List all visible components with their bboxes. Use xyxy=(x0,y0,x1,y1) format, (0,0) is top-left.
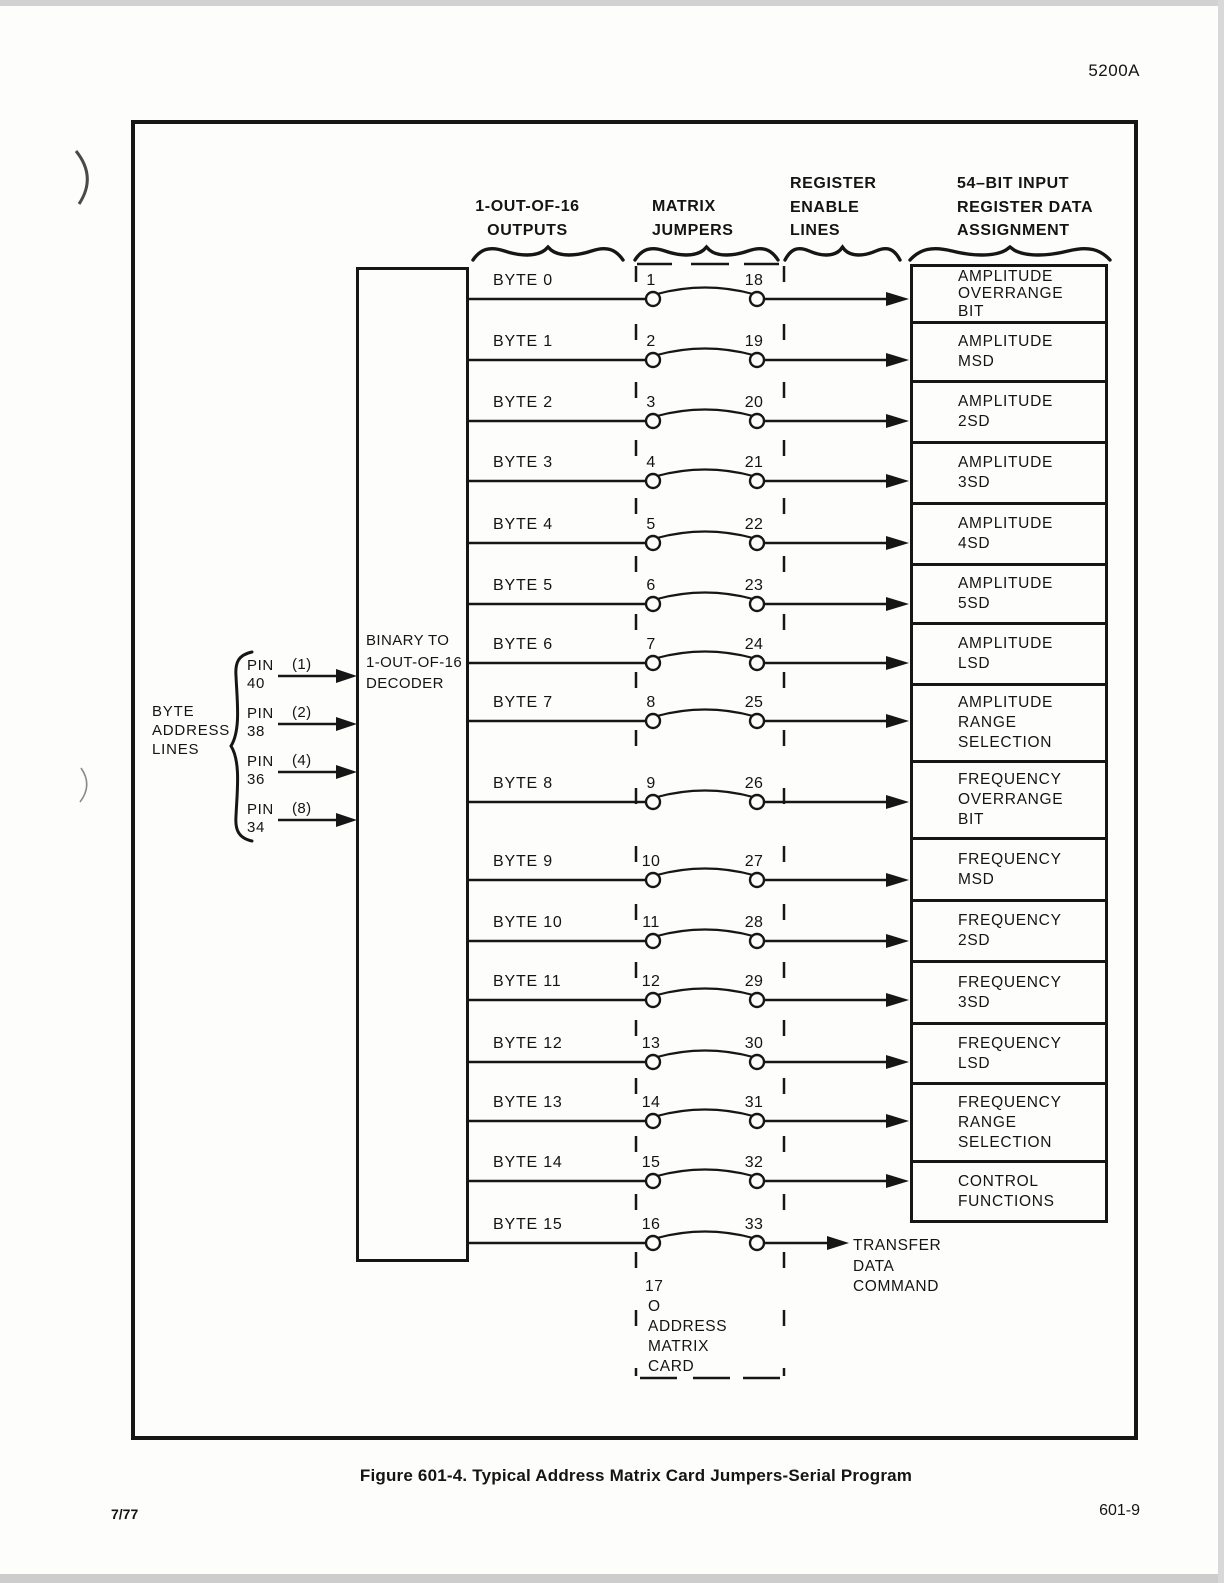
register-line: SELECTION xyxy=(958,1133,1053,1151)
pin-bit-weight: (8) xyxy=(292,800,312,817)
header-line: ASSIGNMENT xyxy=(957,222,1070,239)
column-header-jumpers xyxy=(652,195,734,242)
jumper-pin-right: 22 xyxy=(744,516,764,533)
label-line: TRANSFER xyxy=(853,1237,942,1254)
register-line: AMPLITUDE xyxy=(958,694,1054,711)
register-line: LSD xyxy=(958,1054,991,1072)
label-line: ADDRESS xyxy=(648,1318,728,1335)
header-line: MATRIX xyxy=(652,198,716,215)
pin-number: 40 xyxy=(247,675,265,692)
jumper-pin-right: 29 xyxy=(744,973,764,990)
card-pin-17-circle: O xyxy=(648,1298,661,1315)
register-cell xyxy=(913,267,1105,321)
register-line: 3SD xyxy=(958,474,991,491)
jumper-pin-left: 13 xyxy=(641,1035,661,1052)
jumper-pin-left: 11 xyxy=(642,914,660,931)
decoder-box xyxy=(356,267,469,1262)
register-line: SELECTION xyxy=(958,734,1053,751)
jumper-pin-right: 24 xyxy=(744,636,764,653)
register-cell xyxy=(913,686,1105,760)
pin-number: 38 xyxy=(247,723,265,740)
register-line: 2SD xyxy=(958,932,991,949)
page-footer-date: 7/77 xyxy=(111,1506,139,1522)
register-line: MSD xyxy=(958,870,995,888)
register-cell xyxy=(913,1085,1105,1160)
byte-output-label: BYTE 8 xyxy=(493,775,553,792)
register-line: RANGE xyxy=(958,714,1017,731)
jumper-pin-left: 14 xyxy=(641,1094,661,1111)
register-line: FREQUENCY xyxy=(958,973,1062,991)
register-line: 5SD xyxy=(958,595,991,612)
jumper-pin-left: 4 xyxy=(646,454,656,471)
jumper-pin-right: 30 xyxy=(744,1035,764,1052)
pin-arrows xyxy=(278,669,357,827)
label-line: CARD xyxy=(648,1358,695,1375)
register-line: FREQUENCY xyxy=(958,771,1062,788)
matrix-card-dashed-outline xyxy=(636,264,784,1378)
label-line: BYTE xyxy=(152,703,195,720)
jumper-pin-right: 23 xyxy=(744,577,764,594)
pin-label: PIN xyxy=(247,753,274,770)
register-line: 2SD xyxy=(958,413,991,430)
register-line: RANGE xyxy=(958,1113,1017,1131)
byte-output-label: BYTE 1 xyxy=(493,333,553,350)
header-line: REGISTER DATA xyxy=(957,198,1094,216)
jumper-pin-left: 9 xyxy=(646,775,656,792)
jumper-pin-right: 18 xyxy=(744,272,764,289)
byte-output-label: BYTE 4 xyxy=(493,516,553,533)
jumper-pin-left: 12 xyxy=(641,973,661,990)
register-cell xyxy=(913,1025,1105,1082)
header-line: REGISTER xyxy=(790,175,877,192)
pin-label: PIN xyxy=(247,705,274,722)
jumper-pin-right: 25 xyxy=(744,694,764,711)
register-line: FUNCTIONS xyxy=(958,1192,1055,1210)
jumper-pin-right: 28 xyxy=(744,914,764,931)
register-cell xyxy=(913,840,1105,899)
register-cell xyxy=(913,324,1105,380)
byte-output-label: BYTE 15 xyxy=(493,1216,563,1233)
jumper-pin-left: 5 xyxy=(646,516,656,533)
jumper-pin-left: 6 xyxy=(646,577,656,594)
register-line: MSD xyxy=(958,353,995,370)
register-cell xyxy=(913,625,1105,683)
pin-label: PIN xyxy=(247,657,274,674)
card-pin-17: 17 xyxy=(645,1278,664,1295)
label-line: DECODER xyxy=(366,675,444,692)
register-line: LSD xyxy=(958,655,991,672)
header-line: JUMPERS xyxy=(652,221,734,239)
byte-output-label: BYTE 13 xyxy=(493,1094,563,1111)
register-line: AMPLITUDE xyxy=(958,333,1054,350)
jumper-pin-right: 20 xyxy=(744,394,764,411)
byte-output-label: BYTE 6 xyxy=(493,636,553,653)
register-line: AMPLITUDE xyxy=(958,635,1054,652)
byte-output-label: BYTE 12 xyxy=(493,1035,563,1052)
header-line: 54–BIT INPUT xyxy=(957,175,1070,192)
byte-output-label: BYTE 0 xyxy=(493,272,553,289)
jumper-pin-right: 26 xyxy=(744,775,764,792)
byte-output-label: BYTE 5 xyxy=(493,577,553,594)
register-line: AMPLITUDE xyxy=(958,393,1054,410)
byte-output-label: BYTE 2 xyxy=(493,394,553,411)
register-line: FREQUENCY xyxy=(958,1093,1062,1111)
pin-bit-weight: (2) xyxy=(292,704,312,721)
register-assignment-table xyxy=(910,264,1108,1223)
label-line: MATRIX xyxy=(648,1338,710,1355)
address-matrix-card-label xyxy=(645,1277,727,1377)
byte-output-label: BYTE 9 xyxy=(493,853,553,870)
pin-label: PIN xyxy=(247,801,274,818)
jumper-pin-left: 8 xyxy=(646,694,656,711)
register-line: 4SD xyxy=(958,535,991,552)
label-line: BINARY TO xyxy=(366,632,450,649)
jumper-pin-left: 7 xyxy=(646,636,656,653)
byte-output-label: BYTE 3 xyxy=(493,454,553,471)
jumper-pin-right: 32 xyxy=(744,1154,764,1171)
byte-output-label: BYTE 10 xyxy=(493,914,563,931)
decoder-label xyxy=(366,630,462,695)
register-line: AMPLITUDE xyxy=(958,267,1054,285)
register-line: FREQUENCY xyxy=(958,1034,1062,1052)
pin-number: 36 xyxy=(247,771,265,788)
register-line: FREQUENCY xyxy=(958,850,1062,868)
label-line: LINES xyxy=(152,740,200,758)
register-line: AMPLITUDE xyxy=(958,454,1054,471)
byte-output-label: BYTE 11 xyxy=(493,973,562,990)
jumper-pin-left: 16 xyxy=(641,1216,661,1233)
byte-output-label: BYTE 7 xyxy=(493,694,553,711)
register-line: FREQUENCY xyxy=(958,912,1062,929)
header-line: 1-OUT-OF-16 xyxy=(475,198,580,215)
column-braces xyxy=(473,247,1110,260)
jumper-pin-left: 1 xyxy=(646,272,656,289)
header-line: ENABLE xyxy=(790,198,860,216)
column-header-enable-lines xyxy=(790,172,877,243)
pin-bit-weight: (1) xyxy=(292,656,312,673)
register-line: CONTROL xyxy=(958,1172,1039,1190)
register-cell xyxy=(913,1163,1105,1220)
pin-bit-weight: (4) xyxy=(292,752,312,769)
jumper-pin-right: 33 xyxy=(744,1216,764,1233)
document-reference: 5200A xyxy=(1088,61,1140,80)
register-cell xyxy=(913,444,1105,502)
label-line: ADDRESS xyxy=(152,721,231,739)
jumper-pin-right: 21 xyxy=(744,454,764,471)
register-line: OVERRANGE xyxy=(958,285,1064,303)
jumper-pin-left: 3 xyxy=(646,394,656,411)
register-line: AMPLITUDE xyxy=(958,575,1054,592)
register-cell xyxy=(913,505,1105,563)
column-header-outputs xyxy=(445,195,610,242)
jumper-pin-left: 10 xyxy=(641,853,661,870)
label-line: 1-OUT-OF-16 xyxy=(366,653,463,671)
register-line: 3SD xyxy=(958,993,991,1011)
register-line: OVERRANGE xyxy=(958,791,1064,808)
register-cell xyxy=(913,963,1105,1022)
jumper-pin-right: 19 xyxy=(744,333,764,350)
register-line: BIT xyxy=(958,302,985,320)
register-line: AMPLITUDE xyxy=(958,515,1054,532)
jumper-pin-right: 31 xyxy=(744,1094,764,1111)
byte-output-label: BYTE 14 xyxy=(493,1154,563,1171)
byte-address-lines-label xyxy=(152,703,230,759)
pin-number: 34 xyxy=(247,819,265,836)
jumper-pin-left: 15 xyxy=(641,1154,661,1171)
jumper-pin-right: 27 xyxy=(744,853,764,870)
register-cell xyxy=(913,383,1105,441)
header-line: OUTPUTS xyxy=(487,221,568,239)
column-header-register-assignment xyxy=(957,172,1093,243)
scan-marks xyxy=(76,151,87,802)
register-line: BIT xyxy=(958,811,985,828)
header-line: LINES xyxy=(790,222,841,239)
label-line: DATA xyxy=(853,1257,895,1275)
register-cell xyxy=(913,902,1105,960)
transfer-data-command-label xyxy=(853,1236,941,1298)
figure-caption: Figure 601-4. Typical Address Matrix Card Jumpers-Serial Program xyxy=(359,1466,913,1485)
page-footer-number: 601-9 xyxy=(1099,1502,1140,1519)
jumper-pin-left: 2 xyxy=(646,333,656,350)
register-cell xyxy=(913,763,1105,837)
register-cell xyxy=(913,566,1105,622)
label-line: COMMAND xyxy=(853,1278,939,1295)
